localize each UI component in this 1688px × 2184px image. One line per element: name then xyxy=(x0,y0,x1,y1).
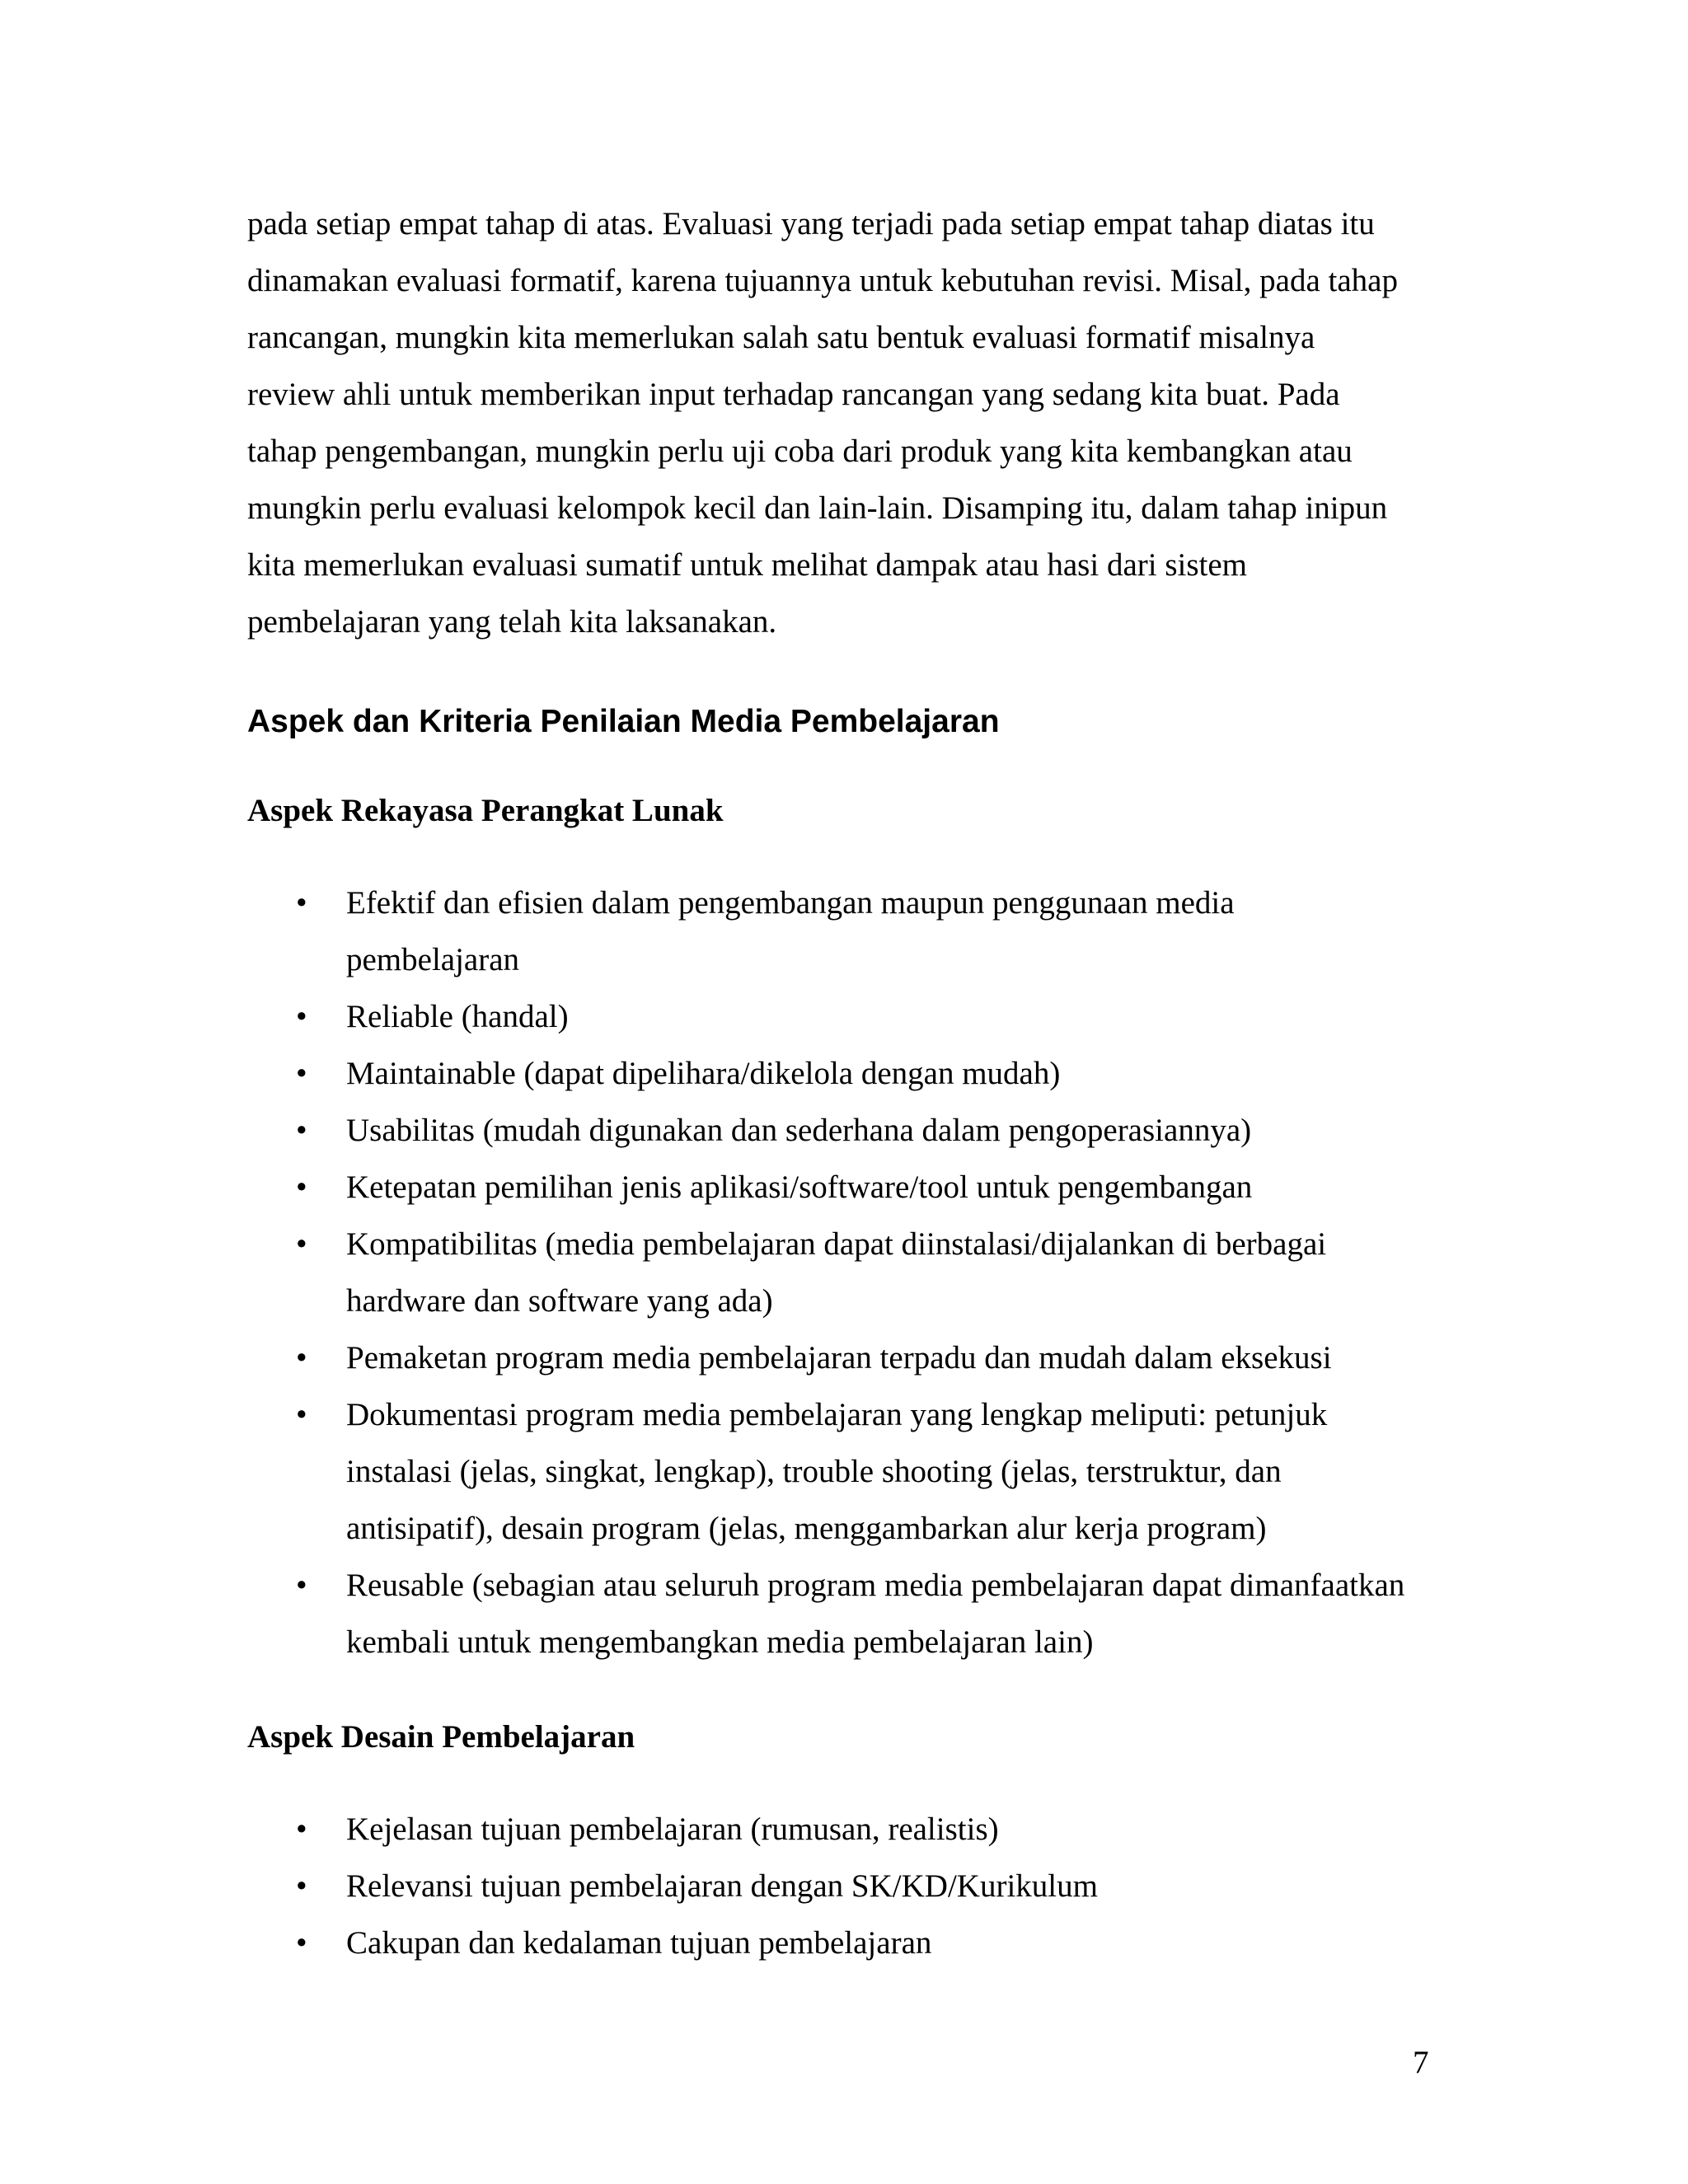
bullet-icon: • xyxy=(296,1113,307,1148)
bullet-icon: • xyxy=(296,885,307,921)
list-item xyxy=(247,1915,1442,1971)
bullet-icon: • xyxy=(296,1056,307,1091)
list-item xyxy=(247,1386,1442,1557)
list-item-text: Maintainable (dapat dipelihara/dikelola dengan mudah) xyxy=(346,1056,1061,1091)
list-item xyxy=(247,1329,1442,1386)
section-heading: Aspek dan Kriteria Penilaian Media Pembelajaran xyxy=(247,704,1000,739)
design-aspect-heading: Aspek Desain Pembelajaran xyxy=(247,1719,635,1755)
list-item-text: Pemaketan program media pembelajaran terpadu dan mudah dalam eksekusi xyxy=(346,1340,1332,1376)
list-item xyxy=(247,988,1442,1045)
list-item-text: Efektif dan efisien dalam pengembangan maupun penggunaan media pembelajaran xyxy=(346,885,1235,977)
bullet-icon: • xyxy=(296,999,307,1034)
bullet-icon: • xyxy=(296,1811,307,1847)
list-item xyxy=(247,1858,1442,1915)
bullet-icon: • xyxy=(296,1397,307,1432)
list-item xyxy=(247,1102,1442,1159)
list-item-text: Reusable (sebagian atau seluruh program media pembelajaran dapat dimanfaatkan kembali untuk mengembangkan media pembelajaran lain) xyxy=(346,1568,1405,1660)
list-item xyxy=(247,1557,1442,1671)
design-aspect-list xyxy=(247,1801,1442,1971)
page-content xyxy=(247,195,1442,1971)
page-number: 7 xyxy=(1413,2045,1429,2080)
list-item xyxy=(247,1216,1442,1329)
bullet-icon: • xyxy=(296,1169,307,1205)
list-item-text: Dokumentasi program media pembelajaran yang lengkap meliputi: petunjuk instalasi (jelas, singkat, lengkap), trouble shooting (jelas, terstruktur, dan antisipatif), desain program (jelas, menggambarkan alur kerja program) xyxy=(346,1397,1328,1546)
list-item-text: Relevansi tujuan pembelajaran dengan SK/KD/Kurikulum xyxy=(346,1868,1098,1904)
bullet-icon: • xyxy=(296,1226,307,1262)
bullet-icon: • xyxy=(296,1868,307,1904)
list-item xyxy=(247,874,1442,988)
list-item-text: Ketepatan pemilihan jenis aplikasi/software/tool untuk pengembangan xyxy=(346,1169,1253,1205)
list-item xyxy=(247,1801,1442,1858)
bullet-icon: • xyxy=(296,1340,307,1376)
intro-paragraph: pada setiap empat tahap di atas. Evaluasi yang terjadi pada setiap empat tahap diatas itu dinamakan evaluasi formatif, karena tujuannya untuk kebutuhan revisi. Misal, pada tahap rancangan, mungkin kita memerlukan salah satu bentuk evaluasi formatif misalnya review ahli untuk memberikan input terhadap rancangan yang sedang kita buat. Pada tahap pengembangan, mungkin perlu uji coba dari produk yang kita kembangkan atau mungkin perlu evaluasi kelompok kecil dan lain-lain. Disamping itu, dalam tahap inipun kita memerlukan evaluasi sumatif untuk melihat dampak atau hasi dari sistem pembelajaran yang telah kita laksanakan. xyxy=(247,206,1398,640)
list-item-text: Reliable (handal) xyxy=(346,999,569,1034)
list-item-text: Usabilitas (mudah digunakan dan sederhana dalam pengoperasiannya) xyxy=(346,1113,1252,1148)
software-aspect-heading: Aspek Rekayasa Perangkat Lunak xyxy=(247,793,724,828)
bullet-icon: • xyxy=(296,1925,307,1961)
list-item xyxy=(247,1159,1442,1216)
list-item-text: Kompatibilitas (media pembelajaran dapat diinstalasi/dijalankan di berbagai hardware dan software yang ada) xyxy=(346,1226,1327,1319)
list-item xyxy=(247,1045,1442,1102)
list-item-text: Kejelasan tujuan pembelajaran (rumusan, realistis) xyxy=(346,1811,999,1847)
bullet-icon: • xyxy=(296,1568,307,1603)
software-aspect-list xyxy=(247,874,1442,1671)
list-item-text: Cakupan dan kedalaman tujuan pembelajaran xyxy=(346,1925,932,1961)
